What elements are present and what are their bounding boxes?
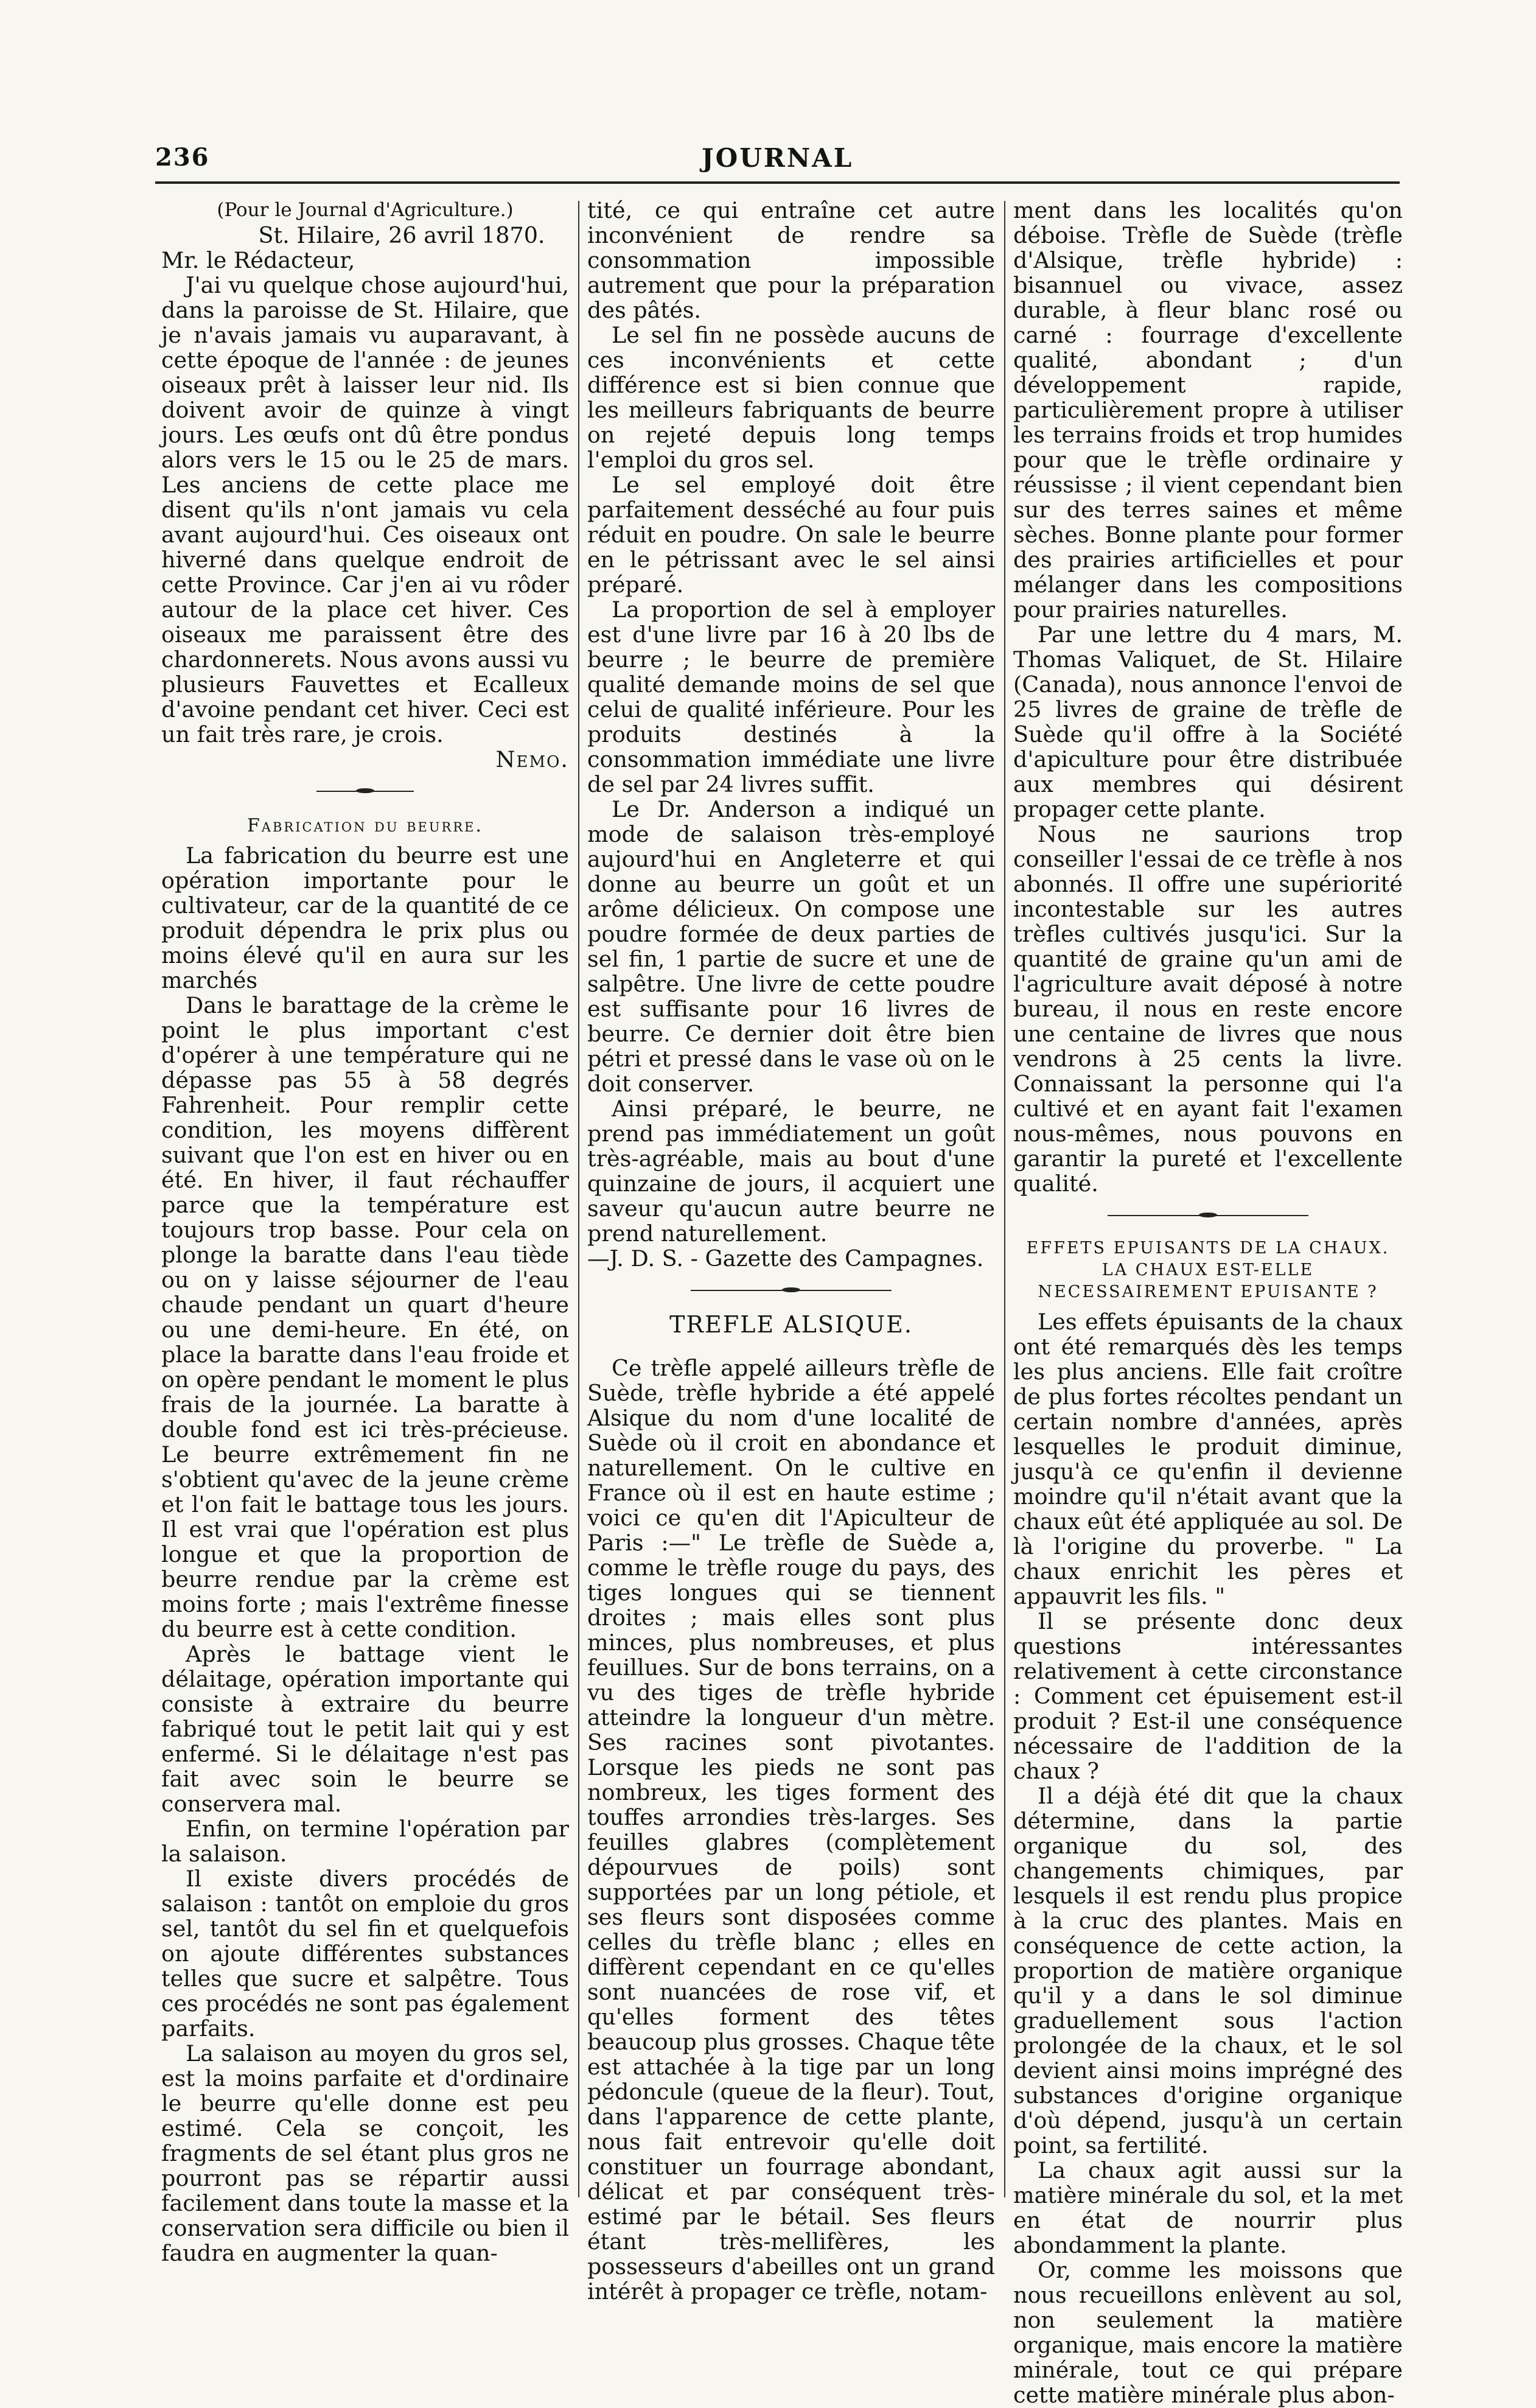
source-note: (Pour le Journal d'Agriculture.)	[217, 199, 514, 221]
running-title: JOURNAL	[701, 143, 854, 173]
paragraph: La salaison au moyen du gros sel, est la moins parfaite et d'ordinaire le beurre qu'elle donne est peu estimé. Cela se conçoit, les fragments de sel étant plus gros ne pourront pas se répartir aussi facilement dans toute la masse et la conservation sera difficile ou bien il faudra en augmenter la quan-	[161, 2040, 569, 2266]
paragraph: Le sel fin ne possède aucuns de ces inconvénients et cette différence est si bien connue que les meilleurs fabriquants de beurre on rejeté depuis long temps l'emploi du gros sel.	[587, 322, 995, 473]
column-rule	[1004, 201, 1005, 2197]
dateline: St. Hilaire, 26 avril 1870.	[258, 222, 545, 248]
page-header	[155, 137, 1400, 180]
paragraph: Ainsi préparé, le beurre, ne prend pas immédiatement un goût très-agréable, mais au bout d'une quinzaine de jours, il acquiert une saveur qu'aucun autre beurre ne prend naturellement.	[587, 1096, 995, 1247]
page-number: 236	[155, 143, 210, 172]
paragraph: Les effets épuisants de la chaux ont été remarqués dès les temps les plus anciens. Elle fait croître de plus fortes récoltes pendant un certain nombre d'années, après lesquelles le produit diminue, jusqu'à ce qu'enfin il devienne moindre qu'il n'était avant que la chaux eût été appliquée au sol. De là l'origine du proverbe. " La chaux enrichit les pères et appauvrit les fils. "	[1013, 1309, 1403, 1609]
paragraph: Enfin, on termine l'opération par la salaison.	[161, 1816, 569, 1867]
paragraph: Le Dr. Anderson a indiqué un mode de salaison très-employé aujourd'hui en Angleterre et qui donne au beurre un goût et un arôme délicieux. On compose une poudre formée de deux parties de sel fin, 1 partie de sucre et une de salpêtre. Une livre de cette poudre est suffisante pour 16 livres de beurre. Ce dernier doit être bien pétri et pressé dans le vase où on le doit conserver.	[587, 796, 995, 1097]
paragraph: tité, ce qui entraîne cet autre inconvénient de rendre sa consommation impossible autrement que pour la préparation des pâtés.	[587, 197, 995, 323]
header-rule	[155, 181, 1400, 184]
paragraph: La proportion de sel à employer est d'une livre par 16 à 20 lbs de beurre ; le beurre de première qualité demande moins de sel que celui de qualité inférieure. Pour les produits destinés à la consommation immédiate une livre de sel par 24 livres suffit.	[587, 597, 995, 797]
section-title-chaux: EFFETS EPUISANTS DE LA CHAUX. LA CHAUX EST-ELLE NECESSAIREMENT EPUISANTE ?	[1026, 1239, 1390, 1301]
paragraph: ment dans les localités qu'on déboise. Trèfle de Suède (trèfle d'Alsique, trèfle hybride) : bisannuel ou vivace, assez durable, à fleur blanc rosé ou carné : fourrage d'excellente qualité, abondant ; d'un développement rapide, particulièrement propre à utiliser les terrains froids et trop humides pour que le trèfle ordinaire y réussisse ; il vient cependant bien sur des terres saines et même sèches. Bonne plante pour former des prairies artificielles et pour mélanger dans les compositions pour prairies naturelles.	[1013, 197, 1403, 623]
paragraph: Dans le barattage de la crème le point le plus important c'est d'opérer à une température qui ne dépasse pas 55 à 58 degrés Fahrenheit. Pour remplir cette condition, les moyens diffèrent suivant que l'on est en hiver ou en été. En hiver, il faut réchauffer parce que la température est toujours trop basse. Pour cela on plonge la baratte dans l'eau tiède ou on y laisse séjourner de l'eau chaude pendant un quart d'heure ou une demi-heure. En été, on place la baratte dans l'eau froide et on opère pendant le moment le plus frais de la journée. La baratte à double fond est ici très-précieuse. Le beurre extrêmement fin ne s'obtient qu'avec de la jeune crème et l'on fait le battage tous les jours. Il est vrai que l'opération est plus longue et que la proportion de beurre rendue par la crème est moins forte ; mais l'extrême finesse du beurre est à cette condition.	[161, 992, 569, 1642]
column-rule	[578, 201, 579, 2197]
section-title-trefle: TREFLE ALSIQUE.	[669, 1311, 913, 1338]
section-ornament	[691, 1287, 892, 1294]
paragraph: Ce trèfle appelé ailleurs trèfle de Suède, trèfle hybride a été appelé Alsique du nom d'une localité de Suède où il croit en abondance et naturellement. On le cultive en France où il est en haute estime ; voici ce qu'en dit l'Apiculteur de Paris :—" Le trèfle de Suède a, comme le trèfle rouge du pays, des tiges longues qui se tiennent droites ; mais elles sont plus minces, plus nombreuses, et plus feuillues. Sur de bons terrains, on a vu des tiges de trèfle hybride atteindre la longueur d'un mètre. Ses racines sont pivotantes. Lorsque les pieds ne sont pas nombreux, les tiges forment des touffes arrondies très-larges. Ses feuilles glabres (complètement dépourvues de poils) sont supportées par un long pétiole, et ses fleurs sont disposées comme celles du trèfle blanc ; elles en diffèrent cependant en ce qu'elles sont nuancées de rose vif, et qu'elles forment des têtes beaucoup plus grosses. Chaque tête est attachée à la tige par un long pédoncule (queue de la fleur). Tout, dans l'apparence de cette plante, nous fait entrevoir qu'elle doit constituer un fourrage abondant, délicat et par conséquent très-estimé par le bétail. Ses fleurs étant très-mellifères, les possesseurs d'abeilles ont un grand intérêt à propager ce trèfle, notam-	[587, 1355, 995, 2305]
paragraph: Il se présente donc deux questions intéressantes relativement à cette circonstance : Comment cet épuisement est-il produit ? Est-il une conséquence nécessaire de l'addition de la chaux ?	[1013, 1608, 1403, 1784]
paragraph: Il a déjà été dit que la chaux détermine, dans la partie organique du sol, des changements chimiques, par lesquels il est rendu plus propice à la cruc des plantes. Mais en conséquence de cette action, la proportion de matière organique qu'il y a dans le sol diminue graduellement sous l'action prolongée de la chaux, et le sol devient ainsi moins imprégné des substances d'origine organique d'où dépend, jusqu'à un certain point, sa fertilité.	[1013, 1783, 1403, 2158]
column-3	[1013, 197, 1403, 2408]
paragraph: Après le battage vient le délaitage, opération importante qui consiste à extraire du beurre fabriqué tout le petit lait qui y est enfermé. Si le délaitage n'est pas fait avec soin le beurre se conservera mal.	[161, 1641, 569, 1817]
salutation: Mr. le Rédacteur,	[161, 247, 355, 273]
paragraph: Or, comme les moissons que nous recueillons enlèvent au sol, non seulement la matière organique, mais encore la matière minérale, tout ce qui prépare cette matière minérale plus abon-	[1013, 2257, 1403, 2408]
column-1	[161, 198, 569, 2266]
section-ornament	[1108, 1212, 1308, 1219]
paragraph: Il existe divers procédés de salaison : tantôt on emploie du gros sel, tantôt du sel fin et quelquefois on ajoute différentes substances telles que sucre et salpêtre. Tous ces procédés ne sont pas également parfaits.	[161, 1866, 569, 2042]
paragraph: Le sel employé doit être parfaitement desséché au four puis réduit en poudre. On sale le beurre en le pétrissant avec le sel ainsi préparé.	[587, 472, 995, 598]
column-2	[587, 197, 995, 2305]
attribution: —J. D. S. - Gazette des Campagnes.	[587, 1245, 984, 1272]
section-title-beurre: Fabrication du beurre.	[246, 815, 484, 836]
paragraph: La fabrication du beurre est une opération importante pour le cultivateur, car de la quantité de ce produit dépendra le prix plus ou moins élevé qu'il en aura sur les marchés	[161, 842, 569, 993]
section-ornament	[316, 788, 414, 795]
signature: Nemo.	[495, 746, 569, 772]
paragraph: La chaux agit aussi sur la matière minérale du sol, et la met en état de nourrir plus abondamment la plante.	[1013, 2157, 1403, 2258]
paragraph: Par une lettre du 4 mars, M. Thomas Valiquet, de St. Hilaire (Canada), nous annonce l'envoi de 25 livres de graine de trèfle de Suède qu'il offre à la Société d'apiculture pour être distribuée aux membres qui désirent propager cette plante.	[1013, 621, 1403, 822]
letter-body: J'ai vu quelque chose aujourd'hui, dans la paroisse de St. Hilaire, que je n'avais jamais vu auparavant, à cette époque de l'année : de jeunes oiseaux prêt à laisser leur nid. Ils doivent avoir de quinze à vingt jours. Les œufs ont dû être pondus alors vers le 15 ou le 25 de mars. Les anciens de cette place me disent qu'ils n'ont jamais vu cela avant aujourd'hui. Ces oiseaux ont hiverné dans quelque endroit de cette Province. Car j'en ai vu rôder autour de la place cet hiver. Ces oiseaux me paraissent être des chardonnerets. Nous avons aussi vu plusieurs Fauvettes et Ecalleux d'avoine pendant cet hiver. Ceci est un fait très rare, je crois.	[161, 272, 569, 747]
paragraph: Nous ne saurions trop conseiller l'essai de ce trèfle à nos abonnés. Il offre une supériorité incontestable sur les autres trèfles cultivés jusqu'ici. Sur la quantité de graine qu'un ami de l'agriculture avait déposé à notre bureau, il nous en reste encore une centaine de livres que nous vendrons à 25 cents la livre. Connaissant la personne qui l'a cultivé et en ayant fait l'examen nous-mêmes, nous pouvons en garantir la pureté et l'excellente qualité.	[1013, 821, 1403, 1197]
